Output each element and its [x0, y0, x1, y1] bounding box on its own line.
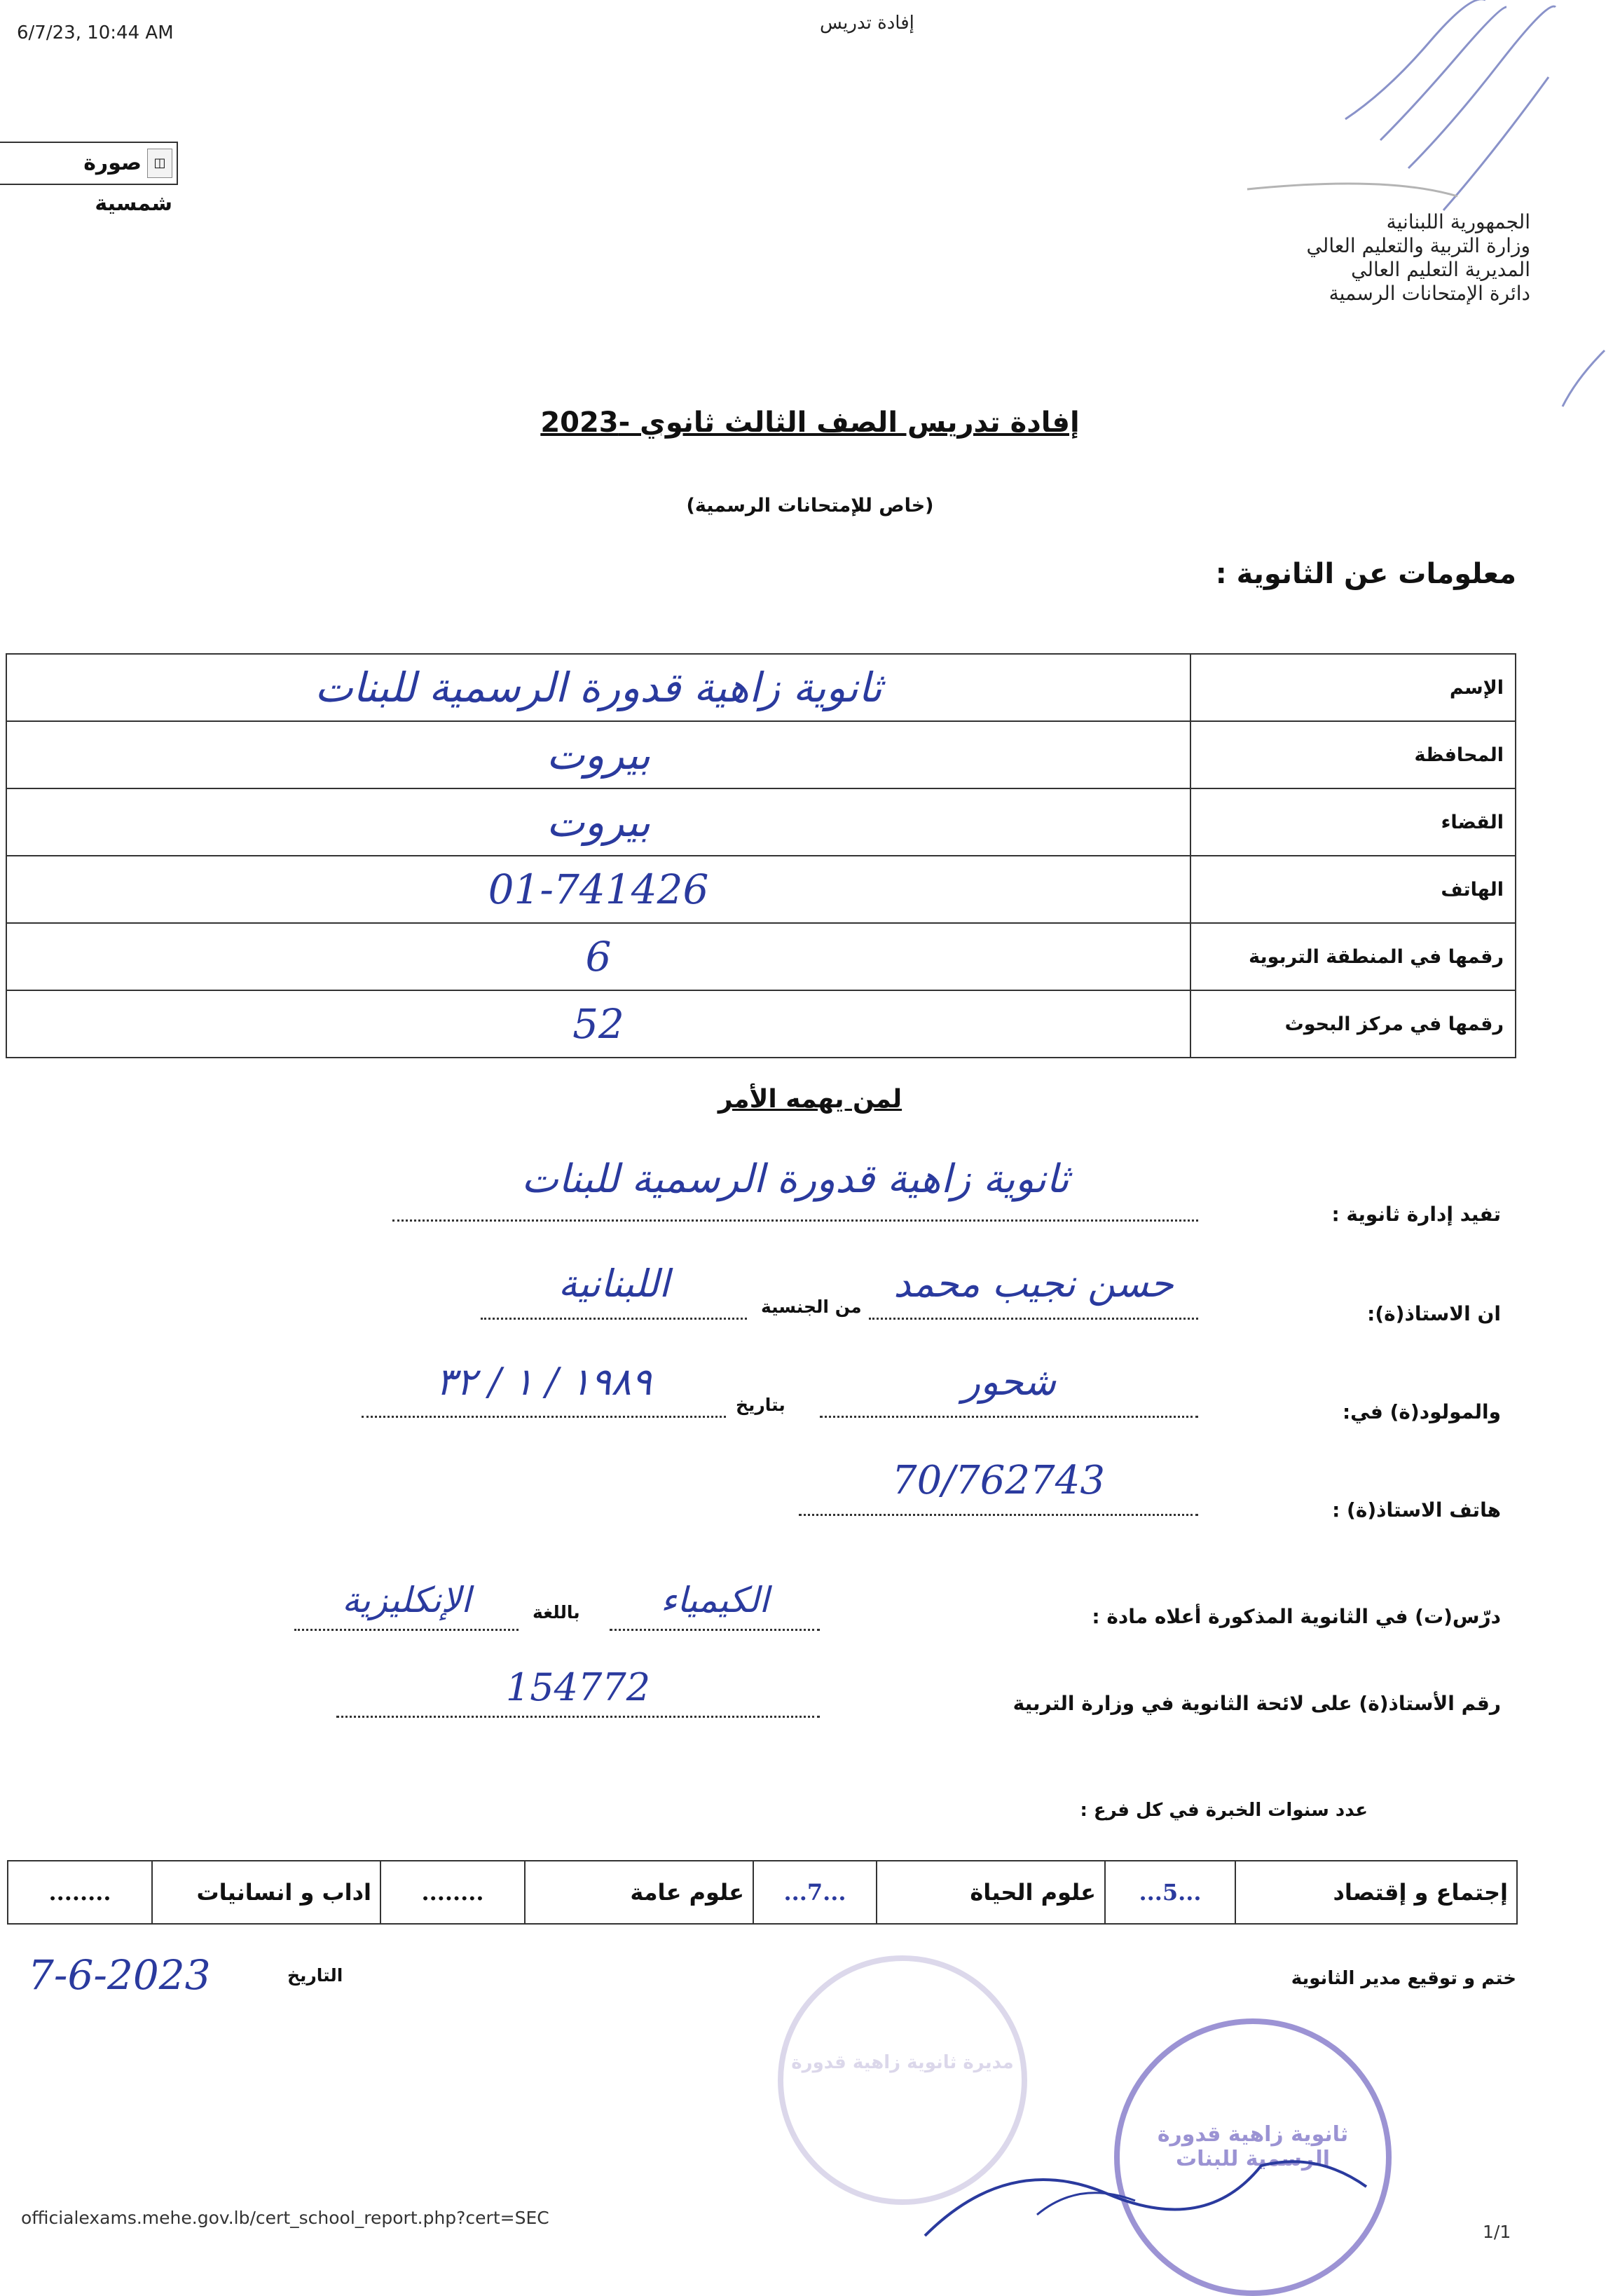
general-science-label: علوم عامة [525, 1861, 753, 1924]
experience-heading: عدد سنوات الخبرة في كل فرع : [1080, 1800, 1368, 1821]
ministry-line: الجمهورية اللبنانية [1386, 210, 1530, 233]
table-row [8, 1861, 1517, 1924]
teacher-phone-line [799, 1458, 1198, 1516]
school-info-table [6, 653, 1516, 1058]
governorate-label: المحافظة [1190, 721, 1516, 788]
school-admin-line [392, 1156, 1198, 1222]
date-label: التاريخ [287, 1965, 343, 1986]
footer-page-number: 1/1 [1483, 2222, 1511, 2242]
teacher-line [869, 1262, 1198, 1320]
table-row [6, 654, 1516, 721]
general-science-years: ........ [380, 1861, 525, 1924]
registry-number-value: 154772 [505, 1665, 651, 1709]
table-row [6, 923, 1516, 990]
district-value: بيروت [6, 788, 1190, 856]
school-phone-value: 01-741426 [6, 856, 1190, 923]
registry-number-label: رقم الأستاذ(ة) على لائحة الثانوية في وزارة التربية [1012, 1692, 1501, 1715]
teacher-phone-label: هاتف الاستاذ(ة) : [1332, 1498, 1501, 1522]
photo-label: صورة شمسية [83, 151, 172, 216]
school-name-label: الإسم [1190, 654, 1516, 721]
language-label: باللغة [533, 1602, 580, 1622]
humanities-label: اداب و انسانيات [152, 1861, 380, 1924]
taught-subject-label: درّس(ت) في الثانوية المذكورة أعلاه مادة : [1092, 1605, 1501, 1628]
region-number-label: رقمها في المنطقة التربوية [1190, 923, 1516, 990]
birth-date-line [362, 1360, 726, 1418]
born-place-value: شحور [961, 1360, 1057, 1404]
print-timestamp: 6/7/23, 10:44 AM [17, 22, 174, 43]
stamp-text: مديرة ثانوية زاهية قدورة [791, 2052, 1014, 2073]
director-signature [911, 2089, 1401, 2251]
school-admin-label: تفيد إدارة ثانوية : [1331, 1203, 1501, 1226]
experience-table [7, 1860, 1518, 1925]
registry-number-line [336, 1665, 820, 1718]
to-whom-heading: لمن يهمه الأمر [718, 1085, 902, 1114]
print-doc-title: إفادة تدريس [820, 13, 914, 34]
document-title: إفادة تدريس الصف الثالث ثانوي -2023 [540, 406, 1080, 439]
nationality-label: من الجنسية [761, 1297, 862, 1317]
section-heading: معلومات عن الثانوية : [1215, 558, 1516, 590]
ministry-line: وزارة التربية والتعليم العالي [1306, 234, 1530, 257]
humanities-years: ........ [8, 1861, 152, 1924]
broken-image-icon: ◫ [147, 149, 172, 178]
governorate-value: بيروت [6, 721, 1190, 788]
photo-placeholder [0, 142, 178, 216]
stamp-text: ثانوية زاهية قدورة الرسمية للبنات [1157, 2122, 1349, 2171]
table-row [6, 856, 1516, 923]
life-science-years: ...7... [753, 1861, 877, 1924]
ministry-line: دائرة الإمتحانات الرسمية [1329, 282, 1530, 305]
nationality-line [481, 1262, 747, 1320]
language-value: الإنكليزية [342, 1580, 471, 1620]
school-name-value: ثانوية زاهية قدورة الرسمية للبنات [6, 654, 1190, 721]
region-number-value: 6 [6, 923, 1190, 990]
school-admin-value: ثانوية زاهية قدورة الرسمية للبنات [521, 1156, 1069, 1202]
teacher-phone-value: 70/762743 [892, 1458, 1105, 1503]
table-row [6, 788, 1516, 856]
research-center-number-label: رقمها في مركز البحوث [1190, 990, 1516, 1058]
sociology-economics-years: ...5... [1105, 1861, 1235, 1924]
sociology-economics-label: إجتماع و إقتصاد [1235, 1861, 1517, 1924]
date-value: 7-6-2023 [28, 1951, 211, 1999]
table-row [6, 990, 1516, 1058]
ministry-line: المديرية التعليم العالي [1351, 258, 1530, 281]
research-center-number-value: 52 [6, 990, 1190, 1058]
school-phone-label: الهاتف [1190, 856, 1516, 923]
table-row [6, 721, 1516, 788]
born-label: والمولود(ة) في: [1342, 1400, 1501, 1423]
birth-date-label: بتاريخ [736, 1395, 785, 1415]
subject-value: الكيمياء [660, 1580, 769, 1620]
nationality-value: اللبنانية [558, 1262, 670, 1306]
subject-line [610, 1580, 820, 1631]
footer-url: officialexams.mehe.gov.lb/cert_school_report.php?cert=SEC [21, 2208, 549, 2228]
birth-date-value: ١٩٨٩ / ١ / ٣٢ [435, 1360, 652, 1404]
language-line [294, 1580, 519, 1631]
teacher-value: حسن نجيب محمد [893, 1262, 1174, 1306]
director-stamp-label: ختم و توقيع مدير الثانوية [1291, 1968, 1516, 1989]
born-place-line [820, 1360, 1198, 1418]
teacher-label: ان الاستاذ(ة): [1367, 1302, 1501, 1325]
document-subtitle: (خاص للإمتحانات الرسمية) [686, 495, 934, 517]
district-label: القضاء [1190, 788, 1516, 856]
life-science-label: علوم الحياة [877, 1861, 1105, 1924]
